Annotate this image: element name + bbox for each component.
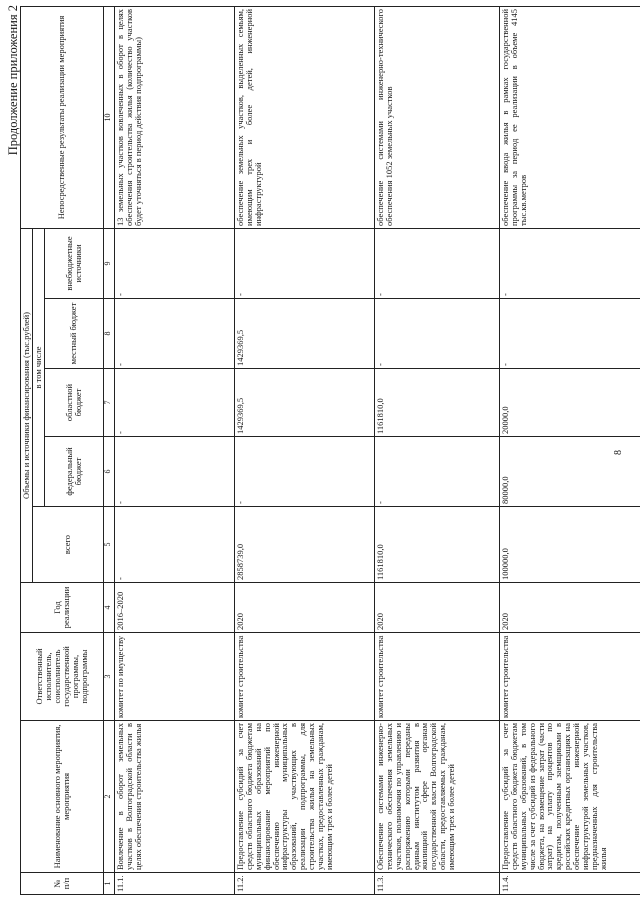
federal-amount: - xyxy=(374,437,499,507)
row-number: 11.3. xyxy=(374,873,499,895)
column-numbers-row xyxy=(103,6,114,894)
result-text: обеспечение ввода жилья в рамках государственной программы за период ее реализации в объеме 4145 тыс.кв.метров xyxy=(499,6,640,228)
header-local: местный бюджет xyxy=(44,299,103,369)
continuation-title: Продолжение приложения 2 xyxy=(6,5,20,156)
column-number: 6 xyxy=(103,437,114,507)
event-name: Обеспечение системами инженерно-технического обеспечения земельных участков, полномочия по управлению и распоряжению которыми переданы единым институтом развития в жилищной сфере органам государственной власти Волгоградской области, предоставляемых гражданам, имеющим трех и более детей xyxy=(374,721,499,873)
executor: комитет строительства xyxy=(499,633,640,721)
column-number: 5 xyxy=(103,507,114,583)
column-number: 8 xyxy=(103,299,114,369)
funding-table xyxy=(20,6,640,895)
regional-amount: - xyxy=(114,369,234,437)
local-amount: - xyxy=(499,299,640,369)
row-number: 11.1. xyxy=(114,873,234,895)
row-number: 11.4. xyxy=(499,873,640,895)
federal-amount: - xyxy=(114,437,234,507)
result-text: обеспечение системами инженерно-технического обеспечения 1052 земельных участков xyxy=(374,6,499,228)
total-amount: 2858739,0 xyxy=(234,507,374,583)
regional-amount: 1429369,5 xyxy=(234,369,374,437)
header-federal: федеральный бюджет xyxy=(44,437,103,507)
result-text: обеспечение земельных участков, выделенных семьям, имеющим трех и более детей, инженерной инфраструктурой xyxy=(234,6,374,228)
column-number: 2 xyxy=(103,721,114,873)
year: 2020 xyxy=(234,583,374,633)
column-number: 9 xyxy=(103,228,114,298)
total-amount: - xyxy=(114,507,234,583)
event-name: Вовлечение в оборот земельных участков в Волгоградской области в целях обеспечения строительства жилья xyxy=(114,721,234,873)
column-number: 4 xyxy=(103,583,114,633)
total-amount: 100000,0 xyxy=(499,507,640,583)
row-number: 11.2. xyxy=(234,873,374,895)
table-row xyxy=(374,6,499,894)
executor: комитет строительства xyxy=(234,633,374,721)
column-number: 1 xyxy=(103,873,114,895)
regional-amount: 1161810,0 xyxy=(374,369,499,437)
year: 2020 xyxy=(499,583,640,633)
local-amount: - xyxy=(374,299,499,369)
federal-amount: 80000,0 xyxy=(499,437,640,507)
header-year: Год реализации xyxy=(21,583,104,633)
extrabudget-amount: - xyxy=(234,228,374,298)
result-text: 13 земельных участков вовлеченных в оборот в целях обеспечения строительства жилья (количество участков будет уточняться в период действия подпрограммы) xyxy=(114,6,234,228)
local-amount: - xyxy=(114,299,234,369)
header-num: № п/п xyxy=(21,873,104,895)
header-regional: областной бюджет xyxy=(44,369,103,437)
total-amount: 1161810,0 xyxy=(374,507,499,583)
header-in-that-number: в том числе xyxy=(32,228,44,506)
page-number: 8 xyxy=(613,450,624,455)
extrabudget-amount: - xyxy=(499,228,640,298)
event-name: Предоставление субсидий за счет средств областного бюджета бюджетам муниципальных образований на финансирование мероприятий по обеспечению инженерной инфраструктуры муниципальных образований, участвующих в реализации подпрограммы, для строительства жилья на земельных участках, предоставленных гражданам, имеющим трех и более детей xyxy=(234,721,374,873)
extrabudget-amount: - xyxy=(114,228,234,298)
extrabudget-amount: - xyxy=(374,228,499,298)
event-name: Предоставление субсидий за счет средств областного бюджета бюджетам муниципальных образований, в том числе за счет субсидий из федерального бюджета, на возмещение затрат (части затрат) на уплату процентов по кредитам, полученным заемщиками в российских кредитных организациях на обеспечение инженерной инфраструктурой земельных участков, предназначенных для строительства жилья xyxy=(499,721,640,873)
header-total: всего xyxy=(32,507,103,583)
local-amount: 1429369,5 xyxy=(234,299,374,369)
executor: комитет строительства xyxy=(374,633,499,721)
year: 2020 xyxy=(374,583,499,633)
header-event: Наименование основного мероприятия, мероприятия xyxy=(21,721,104,873)
federal-amount: - xyxy=(234,437,374,507)
executor: комитет по имуществу xyxy=(114,633,234,721)
column-number: 3 xyxy=(103,633,114,721)
header-executor: Ответственный исполнитель, соисполнитель государственной программы, подпрограммы xyxy=(21,633,104,721)
year: 2016–2020 xyxy=(114,583,234,633)
table-row xyxy=(114,6,234,894)
regional-amount: 20000,0 xyxy=(499,369,640,437)
column-number: 7 xyxy=(103,369,114,437)
header-row-1 xyxy=(21,6,33,894)
header-extrabudget: внебюджетные источники xyxy=(44,228,103,298)
table-row xyxy=(234,6,374,894)
column-number: 10 xyxy=(103,6,114,228)
header-funding-group: Объемы и источники финансирования (тыс.рублей) xyxy=(21,228,33,582)
header-results: Непосредственные результаты реализации мероприятия xyxy=(21,6,104,228)
